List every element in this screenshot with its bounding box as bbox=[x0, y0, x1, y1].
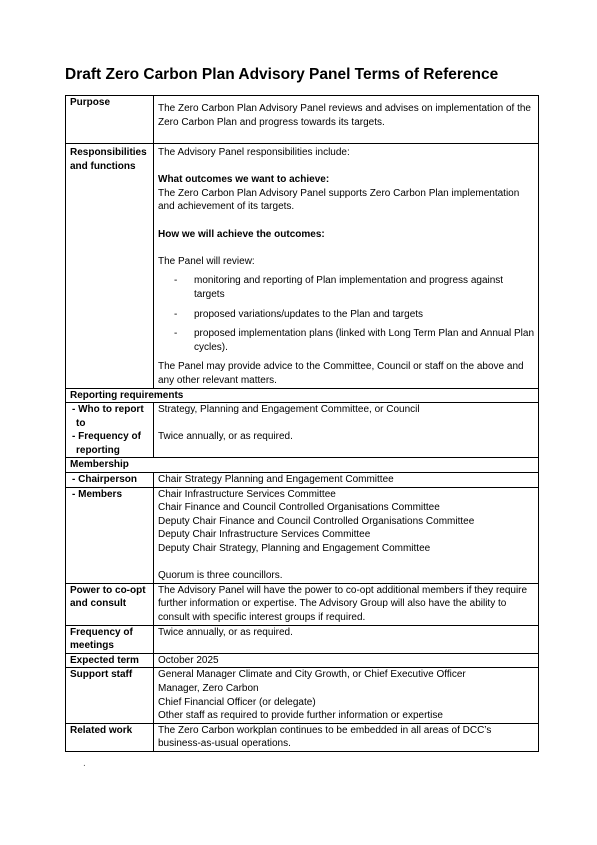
responsibilities-intro: The Advisory Panel responsibilities include: bbox=[158, 147, 350, 158]
terms-of-reference-table bbox=[65, 95, 539, 752]
outcomes-text: The Zero Carbon Plan Advisory Panel supports Zero Carbon Plan implementation and achievement of its targets. bbox=[158, 187, 520, 213]
meeting-frequency-text: Twice annually, or as required. bbox=[154, 625, 539, 653]
members-cell bbox=[154, 487, 539, 583]
support-staff-item: Manager, Zero Carbon bbox=[158, 682, 259, 694]
membership-header-row bbox=[66, 458, 539, 473]
support-staff-item: Chief Financial Officer (or delegate) bbox=[158, 696, 316, 708]
expected-term-row bbox=[66, 653, 539, 668]
list-item: - proposed implementation plans (linked with Long Term Plan and Annual Plan cycles). bbox=[158, 327, 535, 354]
member-item: Deputy Chair Strategy, Planning and Engagement Committee bbox=[158, 543, 431, 555]
reporting-row bbox=[66, 403, 539, 458]
responsibilities-cell bbox=[154, 144, 539, 389]
document-title: Draft Zero Carbon Plan Advisory Panel Terms of Reference bbox=[65, 66, 499, 83]
support-staff-item: Other staff as required to provide further information or expertise bbox=[158, 710, 443, 722]
member-item: Deputy Chair Finance and Council Controlled Organisations Committee bbox=[158, 515, 475, 527]
chairperson-row bbox=[66, 473, 539, 488]
membership-header: Membership bbox=[66, 458, 539, 473]
reporting-values bbox=[154, 403, 539, 458]
reporting-labels bbox=[66, 403, 154, 458]
member-item: Deputy Chair Infrastructure Services Committee bbox=[158, 529, 371, 541]
review-list bbox=[158, 274, 535, 354]
footer-mark: . bbox=[83, 758, 86, 769]
support-staff-cell bbox=[154, 668, 539, 723]
achieve-heading: How we will achieve the outcomes: bbox=[158, 228, 325, 240]
meeting-frequency-label: Frequency of meetings bbox=[66, 625, 154, 653]
chairperson-label: - Chairperson bbox=[72, 474, 138, 486]
responsibilities-label: Responsibilities and functions bbox=[66, 144, 154, 389]
coopt-text: The Advisory Panel will have the power to co-opt additional members if they require further information or expertise. The Advisory Group will also have the ability to consult with specific interest groups if required. bbox=[154, 583, 539, 625]
purpose-text: The Zero Carbon Plan Advisory Panel reviews and advises on implementation of the Zero Carbon Plan and progress towards its targets. bbox=[158, 103, 531, 128]
member-item: Chair Infrastructure Services Committee bbox=[158, 488, 336, 500]
frequency-reporting-value: Twice annually, or as required. bbox=[158, 431, 293, 443]
purpose-label: Purpose bbox=[66, 96, 154, 144]
reporting-header-row bbox=[66, 388, 539, 403]
reporting-header: Reporting requirements bbox=[66, 388, 539, 403]
quorum-text: Quorum is three councillors. bbox=[158, 570, 283, 582]
meeting-frequency-row bbox=[66, 625, 539, 653]
member-item: Chair Finance and Council Controlled Organisations Committee bbox=[158, 502, 440, 514]
outcomes-heading: What outcomes we want to achieve: bbox=[158, 174, 330, 186]
support-staff-row bbox=[66, 668, 539, 723]
members-row bbox=[66, 487, 539, 583]
expected-term-label: Expected term bbox=[66, 653, 154, 668]
related-work-row bbox=[66, 723, 539, 751]
related-work-text: The Zero Carbon workplan continues to be embedded in all areas of DCC’s business-as-usual operations. bbox=[154, 723, 539, 751]
support-staff-label: Support staff bbox=[66, 668, 154, 723]
list-item: - monitoring and reporting of Plan implementation and progress against targets bbox=[158, 274, 535, 301]
purpose-cell bbox=[154, 96, 539, 144]
responsibilities-closing: The Panel may provide advice to the Committee, Council or staff on the above and any other relevant matters. bbox=[158, 361, 524, 386]
related-work-label: Related work bbox=[66, 723, 154, 751]
members-label: - Members bbox=[72, 488, 123, 500]
coopt-row bbox=[66, 583, 539, 625]
who-to-report-label: - Who to report to bbox=[72, 404, 144, 429]
coopt-label: Power to co-opt and consult bbox=[66, 583, 154, 625]
support-staff-item: General Manager Climate and City Growth, or Chief Executive Officer bbox=[158, 669, 466, 681]
purpose-row bbox=[66, 96, 539, 144]
list-item: - proposed variations/updates to the Plan and targets bbox=[158, 308, 535, 322]
responsibilities-row bbox=[66, 144, 539, 389]
chairperson-value: Chair Strategy Planning and Engagement Committee bbox=[154, 473, 539, 488]
expected-term-text: October 2025 bbox=[154, 653, 539, 668]
who-to-report-value: Strategy, Planning and Engagement Committee, or Council bbox=[158, 404, 420, 416]
frequency-reporting-label: - Frequency of reporting bbox=[72, 431, 141, 456]
review-intro: The Panel will review: bbox=[158, 255, 255, 267]
